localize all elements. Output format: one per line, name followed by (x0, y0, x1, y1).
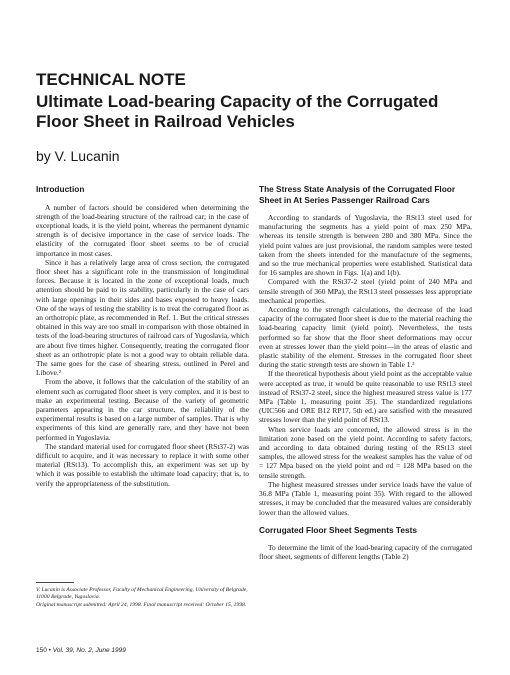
body-paragraph: If the theoretical hypothesis about yield point as the acceptable value were accepted as true, it would be quite reasonable to use RSt13 steel instead of RSt37-2 steel, since the highest measured stress value is 177 MPa (Table 1, measuring point 35). The standardized regulations (UIC566 and ORE B12 RP17, 5th ed.) are satisfied with the measured stresses lower than the yield point of RSt13. (259, 369, 472, 425)
footnote-rule (36, 582, 74, 583)
page-number: 150 (36, 647, 47, 654)
footer-bullet: • (48, 647, 51, 654)
right-column (259, 184, 472, 562)
article-type-label: TECHNICAL NOTE (36, 70, 186, 89)
section-heading-segment-tests: Corrugated Floor Sheet Segments Tests (259, 524, 417, 535)
manuscript-dates-footnote: Original manuscript submitted: April 24, 1998. Final manuscript received: October 15, 1998. (36, 602, 247, 608)
author-byline: by V. Lucanin (36, 148, 120, 164)
body-paragraph: Compared with the RSt37-2 steel (yield point of 240 MPa and tensile strength of 360 MPa), the RSt13 steel possesses less appropriate mechanical properties. (259, 277, 472, 305)
author-affiliation-footnote: V. Lucanin is Associate Professor, Faculty of Mechanical Engineering, University of Belgrade, 11000 Belgrade, Yugoslavia. (36, 587, 248, 600)
body-paragraph: The standard material used for corrugated floor sheet (RSt37-2) was difficult to acquire, and it was necessary to replace it with some other material (RSt13). To accomplish this, an experiment was set up by which it was possible to establish the ultimate load capacity; that is, to verify the appropriateness of the substitution. (36, 441, 249, 488)
journal-issue: Vol. 39, No. 2, June 1999 (52, 647, 126, 654)
body-paragraph: According to standards of Yugoslavia, the RSt13 steel used for manufacturing the segments has a yield point of max 250 MPa, whereas its tensile strength is between 280 and 380 MPa. Since the yield point values are just provisional, the random samples were tested taken from the sheets intended for the manufacture of the segments, and so the true mechanical properties were established. Statistical data for 16 samples are shown in Figs. 1(a) and 1(b). (259, 213, 472, 278)
body-paragraph: The highest measured stresses under service loads have the value of 36.8 MPa (Table 1, measuring point 35). With regard to the allowed stresses, it may be concluded that the measured values are considerably lower than the allowed values. (259, 479, 472, 517)
body-paragraph: Since it has a relatively large area of cross section, the corrugated floor sheet has a significant role in the transmission of longitudinal forces. Because it is located in the zone of exceptional loads, much attention should be paid to its stability, particularly in the case of cars with large openings in their sides and bases exposed to heavy loads. One of the ways of testing the stability is to treat the corrugated floor as an orthotropic plate, as recommended in Ref. 1. But the critical stresses obtained in this way are too small in comparison with those obtained in tests of the load-bearing structures of railroad cars of Yugoslavia, which are about five times higher. Consequently, treating the corrugated floor sheet as an orthotropic plate is not a good way to obtain reliable data. The same goes for the case of shearing stress, outlined in Perel and Libove.² (36, 257, 249, 378)
section-heading-introduction: Introduction (36, 184, 85, 194)
left-column (36, 184, 249, 488)
body-paragraph: When service loads are concerned, the allowed stress is in the limitation zone based on the yield point. According to safety factors, and according to data obtained during testing of the RSt13 steel samples, the allowed stress for the weakest samples has the value of σd = 127 Mpa based on the yield point and σd = 128 MPa based on the tensile strength. (259, 424, 472, 480)
article-title: Ultimate Load-bearing Capacity of the Corrugated Floor Sheet in Railroad Vehicles (36, 92, 439, 131)
body-paragraph: According to the strength calculations, the decrease of the load capacity of the corrugated floor sheet is due to the material reaching the load-bearing capacity limit (yield point). Nevertheless, the tests performed so far show that the floor sheet deformations may occur even at stresses lower than the yield point—in the areas of elastic and plastic stability of the element. Stresses in the corrugated floor sheet during the static strength tests are shown in Table 1.³ (259, 305, 472, 370)
page-footer (36, 647, 236, 654)
body-paragraph: From the above, it follows that the calculation of the stability of an element such as corrugated floor sheet is very complex, and it is best to make an experimental testing. Because of the variety of geometric parameters appearing in the car structure, the reliability of the experimental results is based on a large number of samples. That is why experiments of this kind are generally rare, and they have not been performed in Yugoslavia. (36, 377, 249, 442)
section-heading-stress-analysis: The Stress State Analysis of the Corrugated Floor Sheet in At Series Passenger Railroad Cars (259, 184, 456, 205)
body-paragraph: To determine the limit of the load-bearing capacity of the corrugated floor sheet, segments of different lengths (Table 2) (259, 543, 472, 562)
body-paragraph: A number of factors should be considered when determining the strength of the load-bearing structure of the railroad car; in the case of exceptional loads, it is the yield point, whereas the permanent dynamic strength is of decisive importance in the case of service loads. The elasticity of the corrugated floor sheet seems to be of crucial importance in most cases. (36, 202, 249, 258)
